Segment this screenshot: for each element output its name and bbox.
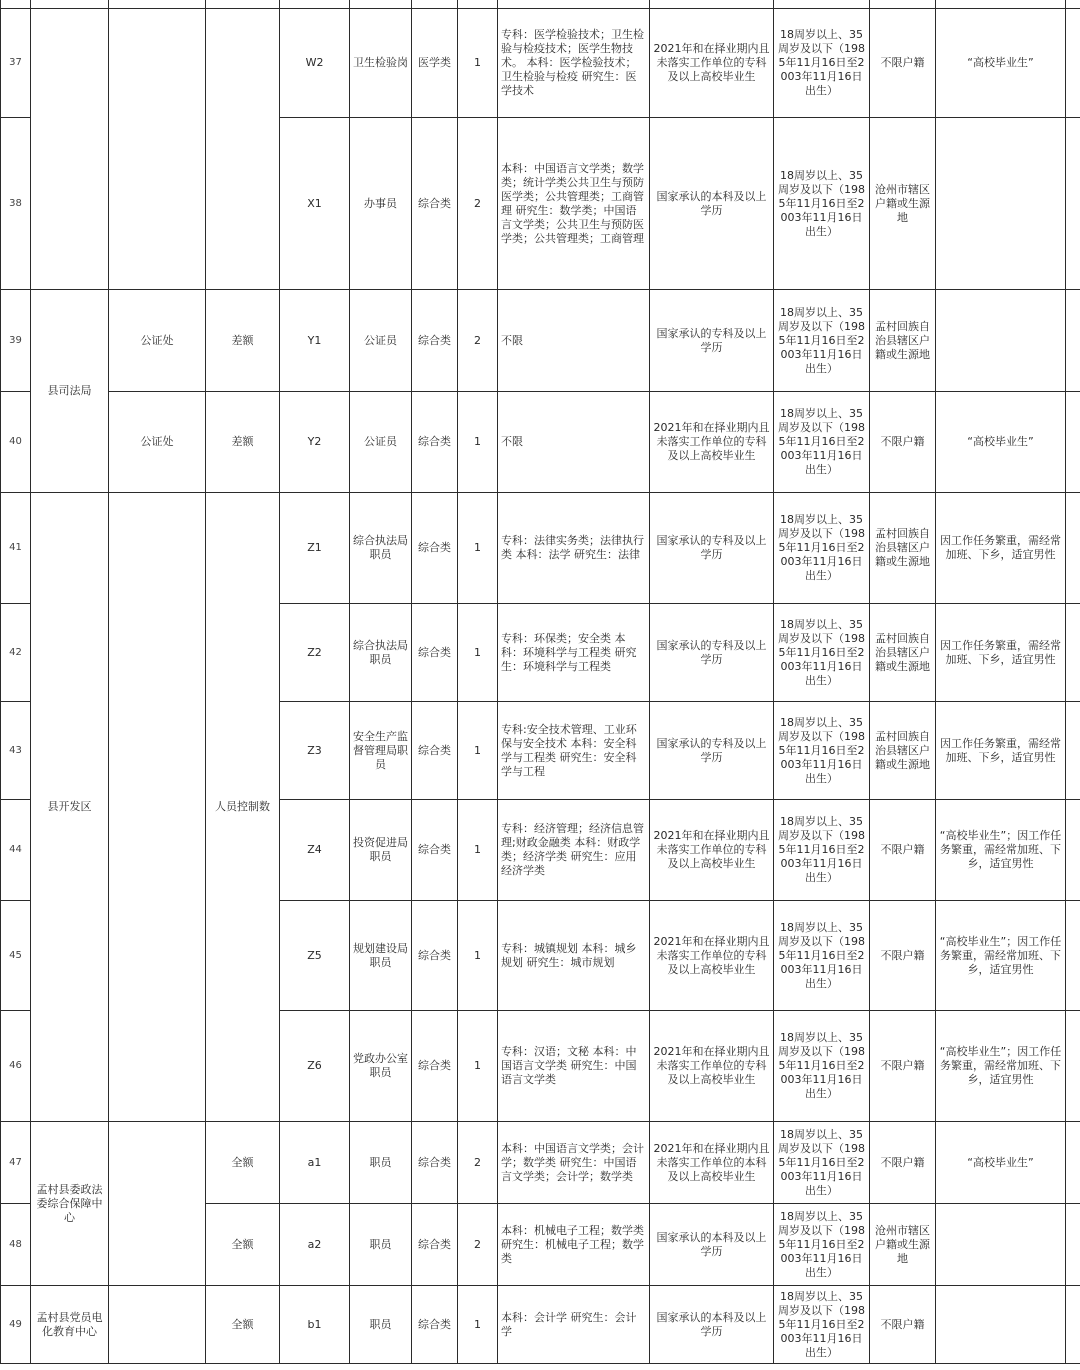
age-requirement: 18周岁以上、35周岁及以下（1985年11月16日至2003年11月16日出生） [774, 290, 870, 392]
other-requirement: “高校毕业生”；因工作任务繁重，需经常加班、下乡，适宜男性 [936, 800, 1066, 901]
other-requirement: 因工作任务繁重，需经常加班、下乡，适宜男性 [936, 604, 1066, 702]
table-row [1, 1122, 1080, 1204]
position-category: 综合类 [412, 1122, 458, 1204]
position-code: W2 [280, 9, 350, 118]
age-requirement: 18周岁以上、35周岁及以下（1985年11月16日至2003年11月16日出生） [774, 392, 870, 493]
table-row [1, 392, 1080, 493]
position-name: 综合执法局职员 [350, 493, 412, 604]
hire-count: 1 [458, 702, 498, 800]
position-name: 综合执法局职员 [350, 604, 412, 702]
other-requirement [936, 1286, 1066, 1364]
hire-count: 1 [458, 1286, 498, 1364]
position-code: Z1 [280, 493, 350, 604]
dept-name: 孟村县委政法委综合保障中心 [31, 1122, 109, 1286]
row-number: 48 [1, 1204, 31, 1286]
table-row [1, 290, 1080, 392]
huji-requirement: 不限户籍 [870, 9, 936, 118]
huji-requirement: 孟村回族自治县辖区户籍或生源地 [870, 604, 936, 702]
huji-requirement: 孟村回族自治县辖区户籍或生源地 [870, 702, 936, 800]
position-category: 综合类 [412, 901, 458, 1011]
funding-type: 人员控制数 [206, 493, 280, 1122]
row-number: 40 [1, 392, 31, 493]
huji-requirement: 不限户籍 [870, 1011, 936, 1122]
age-requirement: 18周岁以上、35周岁及以下（1985年11月16日至2003年11月16日出生） [774, 9, 870, 118]
huji-requirement: 孟村回族自治县辖区户籍或生源地 [870, 290, 936, 392]
hire-count: 2 [458, 1122, 498, 1204]
major-requirement: 专科：汉语；文秘 本科：中国语言文学类 研究生：中国语言文学类 [498, 1011, 650, 1122]
position-name: 职员 [350, 1122, 412, 1204]
other-requirement: 因工作任务繁重，需经常加班、下乡，适宜男性 [936, 702, 1066, 800]
position-name: 职员 [350, 1286, 412, 1364]
education-requirement: 国家承认的本科及以上学历 [650, 118, 774, 290]
age-requirement: 18周岁以上、35周岁及以下（1985年11月16日至2003年11月16日出生） [774, 493, 870, 604]
funding-type: 全额 [206, 1286, 280, 1364]
age-requirement: 18周岁以上、35周岁及以下（1985年11月16日至2003年11月16日出生） [774, 1204, 870, 1286]
position-name: 卫生检验岗 [350, 9, 412, 118]
unit-name: 公证处 [109, 392, 206, 493]
unit-cell [109, 9, 206, 290]
hire-count: 1 [458, 392, 498, 493]
position-category: 医学类 [412, 9, 458, 118]
position-code: Z5 [280, 901, 350, 1011]
position-category: 综合类 [412, 604, 458, 702]
position-name: 规划建设局职员 [350, 901, 412, 1011]
table-row [1, 1286, 1080, 1364]
hire-count: 1 [458, 800, 498, 901]
other-requirement [936, 1204, 1066, 1286]
age-requirement: 18周岁以上、35周岁及以下（1985年11月16日至2003年11月16日出生） [774, 1011, 870, 1122]
dept-name: 孟村县党员电化教育中心 [31, 1286, 109, 1364]
other-requirement [936, 290, 1066, 392]
hire-count: 2 [458, 118, 498, 290]
position-code: a2 [280, 1204, 350, 1286]
major-requirement: 专科：经济管理；经济信息管理;财政金融类 本科：财政学类；经济学类 研究生：应用经济学类 [498, 800, 650, 901]
other-requirement: “高校毕业生” [936, 9, 1066, 118]
funding-type: 全额 [206, 1122, 280, 1204]
unit-cell [109, 1122, 206, 1286]
hire-count: 1 [458, 9, 498, 118]
hire-count: 2 [458, 290, 498, 392]
other-requirement: “高校毕业生” [936, 392, 1066, 493]
row-number: 43 [1, 702, 31, 800]
row-number: 41 [1, 493, 31, 604]
education-requirement: 2021年和在择业期内且未落实工作单位的专科及以上高校毕业生 [650, 901, 774, 1011]
hire-count: 1 [458, 604, 498, 702]
education-requirement: 2021年和在择业期内且未落实工作单位的专科及以上高校毕业生 [650, 392, 774, 493]
major-requirement: 专科：医学检验技术；卫生检验与检疫技术；医学生物技术。 本科：医学检验技术；卫生检验与检疫 研究生：医学技术 [498, 9, 650, 118]
other-requirement: “高校毕业生”；因工作任务繁重，需经常加班、下乡，适宜男性 [936, 901, 1066, 1011]
position-name: 公证员 [350, 290, 412, 392]
huji-requirement: 不限户籍 [870, 901, 936, 1011]
age-requirement: 18周岁以上、35周岁及以下（1985年11月16日至2003年11月16日出生） [774, 800, 870, 901]
other-requirement [936, 118, 1066, 290]
hire-count: 1 [458, 493, 498, 604]
position-name: 党政办公室职员 [350, 1011, 412, 1122]
major-requirement: 本科：中国语言文学类；会计学；数学类 研究生：中国语言文学类；会计学；数学类 [498, 1122, 650, 1204]
row-number: 49 [1, 1286, 31, 1364]
age-requirement: 18周岁以上、35周岁及以下（1985年11月16日至2003年11月16日出生） [774, 702, 870, 800]
table-row [1, 0, 1080, 9]
huji-requirement: 不限户籍 [870, 392, 936, 493]
row-number: 38 [1, 118, 31, 290]
funding-type: 全额 [206, 1204, 280, 1286]
position-code: Z6 [280, 1011, 350, 1122]
row-number: 44 [1, 800, 31, 901]
position-code: Z2 [280, 604, 350, 702]
hire-count: 1 [458, 901, 498, 1011]
position-category: 综合类 [412, 118, 458, 290]
position-category: 综合类 [412, 392, 458, 493]
position-category: 综合类 [412, 1011, 458, 1122]
major-requirement: 不限 [498, 392, 650, 493]
position-name: 公证员 [350, 392, 412, 493]
position-code: X1 [280, 118, 350, 290]
education-requirement: 2021年和在择业期内且未落实工作单位的专科及以上高校毕业生 [650, 9, 774, 118]
row-number: 47 [1, 1122, 31, 1204]
position-code: Z4 [280, 800, 350, 901]
position-code: Z3 [280, 702, 350, 800]
major-requirement: 专科：城镇规划 本科：城乡规划 研究生：城市规划 [498, 901, 650, 1011]
position-category: 综合类 [412, 290, 458, 392]
dept-name: 县开发区 [31, 493, 109, 1122]
huji-requirement: 不限户籍 [870, 1122, 936, 1204]
major-requirement: 本科：会计学 研究生：会计学 [498, 1286, 650, 1364]
education-requirement: 2021年和在择业期内且未落实工作单位的本科及以上高校毕业生 [650, 1122, 774, 1204]
huji-requirement: 沧州市辖区户籍或生源地 [870, 1204, 936, 1286]
education-requirement: 国家承认的专科及以上学历 [650, 702, 774, 800]
hire-count: 1 [458, 1011, 498, 1122]
age-requirement: 18周岁以上、35周岁及以下（1985年11月16日至2003年11月16日出生） [774, 118, 870, 290]
position-category: 综合类 [412, 1286, 458, 1364]
funding-cell [206, 9, 280, 290]
education-requirement: 2021年和在择业期内且未落实工作单位的专科及以上高校毕业生 [650, 800, 774, 901]
table-row [1, 9, 1080, 118]
position-category: 综合类 [412, 1204, 458, 1286]
dept-name: 县司法局 [31, 290, 109, 493]
education-requirement: 国家承认的专科及以上学历 [650, 290, 774, 392]
position-code: b1 [280, 1286, 350, 1364]
education-requirement: 国家承认的本科及以上学历 [650, 1204, 774, 1286]
major-requirement: 本科：机械电子工程；数学类 研究生：机械电子工程；数学类 [498, 1204, 650, 1286]
row-number: 46 [1, 1011, 31, 1122]
unit-cell [109, 493, 206, 1122]
position-category: 综合类 [412, 702, 458, 800]
age-requirement: 18周岁以上、35周岁及以下（1985年11月16日至2003年11月16日出生） [774, 901, 870, 1011]
position-name: 办事员 [350, 118, 412, 290]
other-requirement: “高校毕业生”；因工作任务繁重，需经常加班、下乡，适宜男性 [936, 1011, 1066, 1122]
other-requirement: 因工作任务繁重，需经常加班、下乡，适宜男性 [936, 493, 1066, 604]
position-category: 综合类 [412, 493, 458, 604]
major-requirement: 专科：法律实务类；法律执行类 本科：法学 研究生：法律 [498, 493, 650, 604]
age-requirement: 18周岁以上、35周岁及以下（1985年11月16日至2003年11月16日出生） [774, 1122, 870, 1204]
age-requirement: 18周岁以上、35周岁及以下（1985年11月16日至2003年11月16日出生） [774, 604, 870, 702]
row-number: 45 [1, 901, 31, 1011]
unit-name: 公证处 [109, 290, 206, 392]
education-requirement: 国家承认的专科及以上学历 [650, 493, 774, 604]
position-name: 投资促进局职员 [350, 800, 412, 901]
funding-type: 差额 [206, 290, 280, 392]
position-name: 安全生产监督管理局职员 [350, 702, 412, 800]
position-code: Y1 [280, 290, 350, 392]
major-requirement: 专科:安全技术管理、工业环保与安全技术 本科：安全科学与工程类 研究生：安全科学与工程 [498, 702, 650, 800]
other-requirement: “高校毕业生” [936, 1122, 1066, 1204]
huji-requirement: 不限户籍 [870, 1286, 936, 1364]
row-number: 42 [1, 604, 31, 702]
row-number: 39 [1, 290, 31, 392]
position-code: a1 [280, 1122, 350, 1204]
huji-requirement: 不限户籍 [870, 800, 936, 901]
hire-count: 2 [458, 1204, 498, 1286]
major-requirement: 不限 [498, 290, 650, 392]
major-requirement: 专科：环保类；安全类 本科：环境科学与工程类 研究生：环境科学与工程类 [498, 604, 650, 702]
education-requirement: 2021年和在择业期内且未落实工作单位的专科及以上高校毕业生 [650, 1011, 774, 1122]
position-code: Y2 [280, 392, 350, 493]
table-row [1, 493, 1080, 604]
row-number: 37 [1, 9, 31, 118]
major-requirement: 本科：中国语言文学类；数学类；统计学类公共卫生与预防医学类；公共管理类；工商管理 研究生：数学类；中国语言文学类；公共卫生与预防医学类；公共管理类；工商管理 [498, 118, 650, 290]
unit-cell [109, 1286, 206, 1364]
education-requirement: 国家承认的本科及以上学历 [650, 1286, 774, 1364]
huji-requirement: 沧州市辖区户籍或生源地 [870, 118, 936, 290]
huji-requirement: 孟村回族自治县辖区户籍或生源地 [870, 493, 936, 604]
dept-cell [31, 9, 109, 290]
age-requirement: 18周岁以上、35周岁及以下（1985年11月16日至2003年11月16日出生） [774, 1286, 870, 1364]
education-requirement: 国家承认的专科及以上学历 [650, 604, 774, 702]
funding-type: 差额 [206, 392, 280, 493]
position-category: 综合类 [412, 800, 458, 901]
position-name: 职员 [350, 1204, 412, 1286]
